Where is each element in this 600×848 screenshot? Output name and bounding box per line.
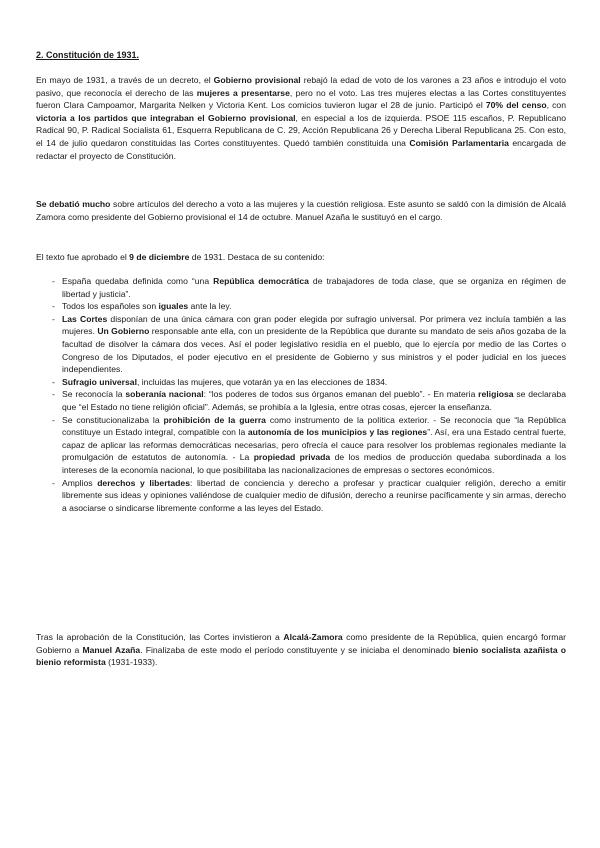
bold-run: Las Cortes [62,313,108,324]
bold-run: soberanía nacional [125,389,204,400]
text-run: Amplios [62,477,98,488]
list-item: - Amplios derechos y libertades: libertad de conciencia y derecho a profesar y practicar cualquier religión, derecho a emitir libremente sus ideas y opiniones valiéndose de cualquier medio de difusión, derecho a reunirse pacíficamente y sin armas, derecho a asociarse o sindicarse libremente conforme a las leyes del Estado. [52,477,566,513]
text-run: de los medios de producción quedaba subordinada a los intereses de la economía nacional, lo que posibilitaba las nacionalizaciones de empresas o sectores económicos. [62,452,566,475]
bold-run: Sufragio universal [62,376,137,387]
list-item: - Las Cortes disponían de una única cámara con gran poder elegida por sufragio universal. Por primera vez incluía también a las mujeres. Un Gobierno responsable ante ella, con un presidente de la República que durante su mandato de seis años gozaba de la facultad de disolver la cámara dos veces. Así el poder legislativo residía en el pueblo, que lo ejercía por medio de las Cortes o Congreso de los Diputados, el poder ejecutivo en el presidente de Gobierno y sus ministros y el poder judicial en los jueces independientes. [52,313,567,375]
bold-run: Se debatió mucho [36,199,111,209]
text-run: rebajó la edad de voto de los varones a 23 años e introdujo el voto pasivo, que reconocía el derecho de las [36,75,566,98]
text-run: : libertad de conciencia y derecho a profesar y practicar cualquier religión, derecho a emitir libremente sus ideas y opiniones valiéndose de cualquier medio de difusión, derecho a reunirse pacíficamente y sin armas, derecho a asociarse o sindicarse libremente conforme a las leyes del Estado. [62,477,566,513]
text-run: de trabajadores de toda clase, que se organiza en régimen de libertad y justicia”. [62,276,566,299]
bold-run: religiosa [478,389,514,400]
bold-run: iguales [158,301,189,312]
text-run: Se reconocía la [62,389,126,400]
bold-run: prohibición de la guerra [163,414,266,425]
bold-run: 9 de diciembre [129,252,190,262]
bold-run: autonomía de los municipios y las regiones [247,427,428,438]
text-run: Todos los españoles son [62,301,159,312]
bold-run: Alcalá-Zamora [283,632,343,642]
text-run: encargada de redactar el proyecto de Constitución. [36,137,566,161]
text-run: ”. Así, era una Estado central fuerte, capaz de aplicar las reformas democráticas necesarias, pero ofrecía el cauce para resolver los problemas regionales mediante la promulgación de estatutos de autonomía. - La [62,427,567,463]
bold-run: 70% del censo [485,100,547,111]
list-item: - Se reconocía la soberanía nacional: “los poderes de todos sus órganos emanan del pueblo”. - En materia religiosa se declaraba que “el Estado no tiene religión oficial”. Además, se prohibía a la Iglesia, entre otras cosas, ejercer la enseñanza. [52,389,566,412]
text-run: . Finalizaba de este modo el período constituyente y se iniciaba el denominado [140,644,453,655]
content-list [52,275,566,514]
paragraph-aftermath [36,631,566,669]
text-run: se declaraba que “el Estado no tiene religión oficial”. Además, se prohibía a la Iglesia, entre otras cosas, ejercer la enseñanza. [62,389,566,412]
text-run: , en especial a los de izquierda. PSOE 115 escaños, P. Republicano Radical 90, P. Radical Socialista 61, Esquerra Republicana de C. 29, Acción Republicana 26 y Derecha Liberal Republicana 25. Con esto, el 14 de julio quedaron constituidas las Cortes constituyentes. Quedó también constituida una [36,112,566,148]
bold-run: derechos y libertades [97,477,190,488]
bold-run: Manuel Azaña [82,644,141,655]
list-item: - España quedaba definida como “una República democrática de trabajadores de toda clase, que se organiza en régimen de libertad y justicia”. [52,276,566,299]
bold-run: victoria a los partidos que integraban el Gobierno provisional [36,112,296,123]
bold-run: propiedad privada [253,452,331,463]
text-run: (1931-1933). [105,657,158,668]
text-run: , pero no el voto. Las tres mujeres electas a las Cortes constituyentes fueron Clara Campoamor, Margarita Nelken y Victoria Kent. Los comicios tuvieron lugar el 28 de junio. Participó el [36,87,567,111]
list-item: - Todos los españoles son iguales ante la ley. [52,301,232,312]
bold-run: bienio socialista azañista o bienio reformista [36,644,566,668]
text-run: El texto fue aprobado el [36,252,130,262]
list-item: - Se constitucionalizaba la prohibición de la guerra como instrumento de la política exterior. - Se reconocía que “la República constituye un Estado integral, compatible con la autonomía de los municipios y las regiones”. Así, era una Estado central fuerte, capaz de aplicar las reformas democráticas necesarias, pero ofrecía el cauce para resolver los problemas regionales mediante la promulgación de estatutos de autonomía. - La propiedad privada de los medios de producción quedaba subordinada a los intereses de la economía nacional, lo que posibilitaba las nacionalizaciones de empresas o sectores económicos. [52,414,567,475]
section-title: 2. Constitución de 1931. [36,50,140,60]
text-run: : “los poderes de todos sus órganos emanan del pueblo”. - En materia [203,389,479,400]
bold-run: República democrática [213,276,309,286]
text-run: , con [546,100,566,111]
text-run: España quedaba definida como “una [62,276,214,286]
bold-run: mujeres a presentarse [196,87,290,98]
text-run: Se constitucionalizaba la [62,414,164,425]
text-run: responsable ante ella, con un presidente de la República que durante su mandato de seis años gozaba de la facultad de disolver la cámara dos veces. Así el poder legislativo residía en el pueblo, que lo ejercía por medio de las Cortes o Congreso de los Diputados, el poder ejecutivo en el presidente de Gobierno y sus ministros y el poder judicial en los jueces independientes. [62,326,567,375]
paragraph-approval [36,251,566,264]
text-run: sobre artículos del derecho a voto a las mujeres y la cuestión religiosa. Este asunto se saldó con la dimisión de Alcalá Zamora como presidente del Gobierno provisional el 14 de octubre. Manuel Azaña le sustituyó en el cargo. [36,199,566,222]
text-run: de 1931. Destaca de su contenido: [189,252,325,262]
text-run: , incluidas las mujeres, que votarán ya en las elecciones de 1834. [136,376,388,387]
text-run: Tras la aprobación de la Constitución, las Cortes invistieron a [36,632,284,642]
text-run: En mayo de 1931, a través de un decreto, el [36,75,214,85]
paragraph-elections [36,74,566,162]
paragraph-debate [36,198,566,223]
bold-run: Gobierno provisional [213,75,301,85]
bold-run: Un Gobierno [97,326,150,337]
text-run: como instrumento de la política exterior. - Se reconocía que “la República constituye un Estado integral, compatible con la [62,414,566,438]
text-run: como presidente de la República, quien encargó formar Gobierno a [36,632,566,655]
text-run: ante la ley. [188,301,232,312]
text-run: disponían de una única cámara con gran poder elegida por sufragio universal. Por primera vez incluía también a las mujeres. [62,313,566,337]
bold-run: Comisión Parlamentaria [409,137,509,148]
list-item: - Sufragio universal, incluidas las mujeres, que votarán ya en las elecciones de 1834. [52,376,388,387]
